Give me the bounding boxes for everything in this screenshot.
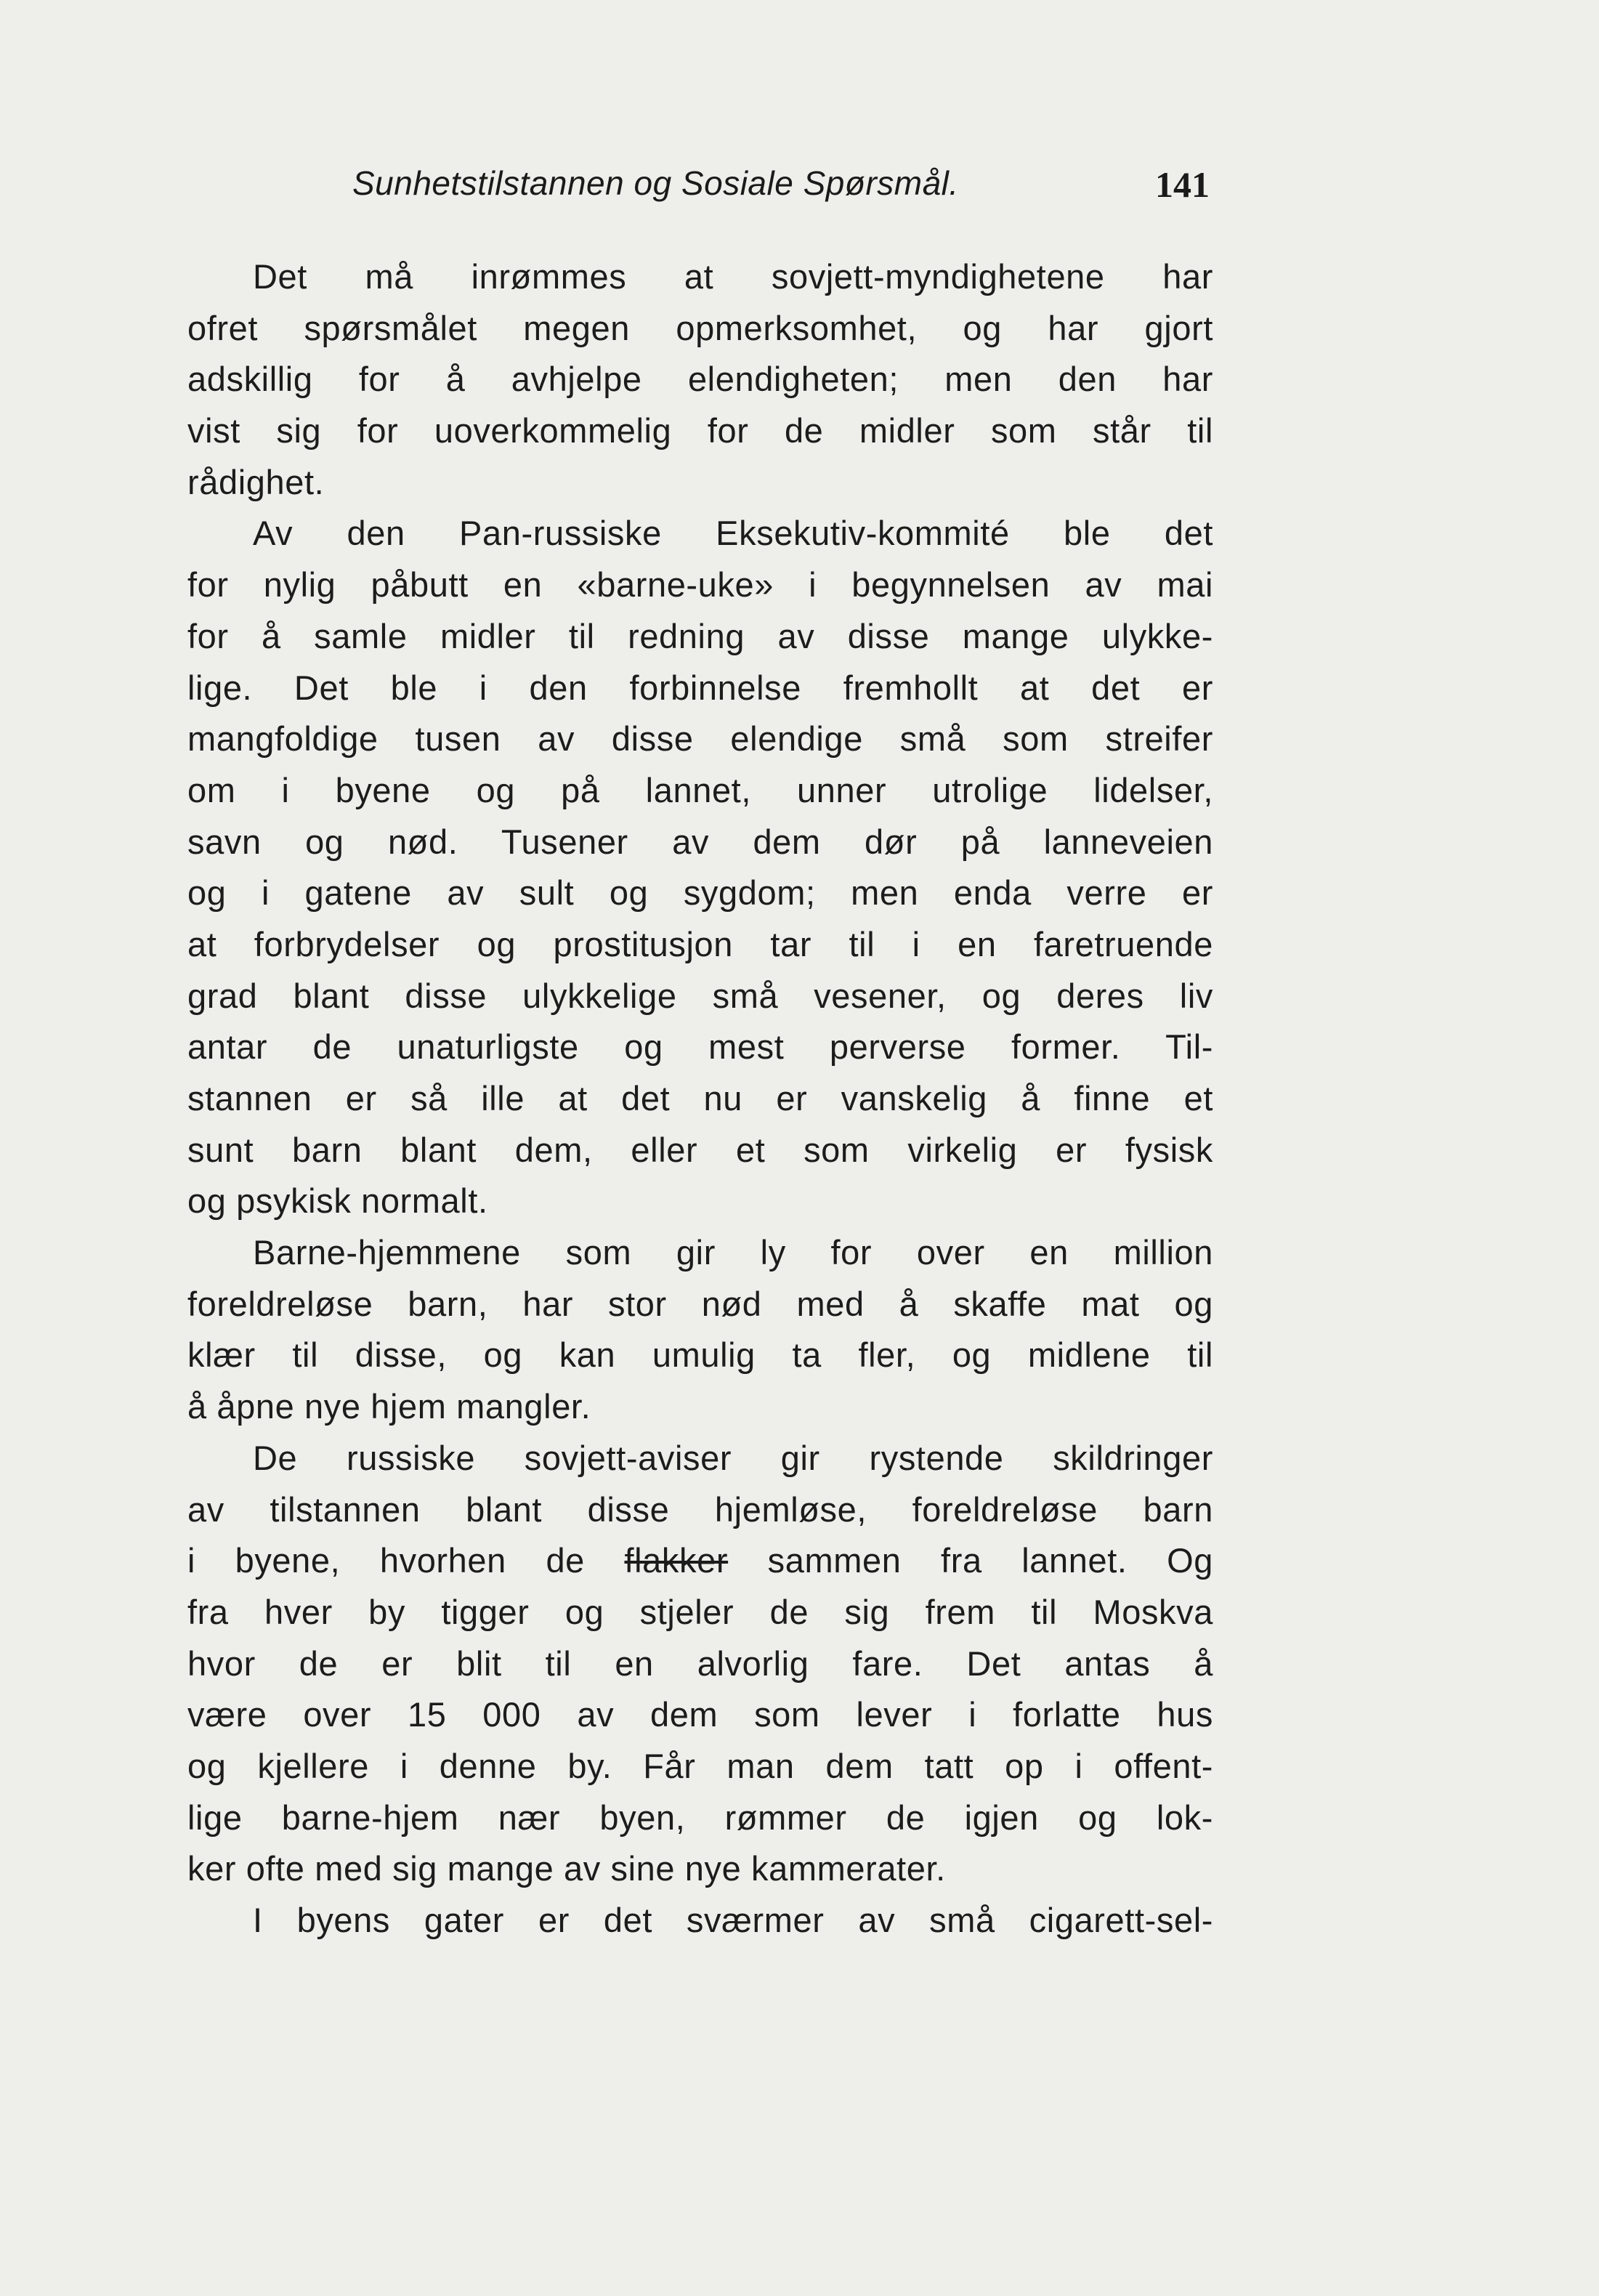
text-line: av tilstannen blant disse hjemløse, foreldreløse barn (187, 1489, 1213, 1529)
text-line: stannen er så ille at det nu er vanskelig å finne et (187, 1079, 1213, 1117)
text-line: Av den Pan-russiske Eksekutiv-kommité ble det (253, 514, 1213, 553)
running-head (352, 163, 1217, 214)
text-line: hvor de er blit til en alvorlig fare. Det antas å (187, 1644, 1213, 1683)
struck-word: flakker (624, 1541, 729, 1580)
text-line: å åpne nye hjem mangler. (187, 1387, 591, 1426)
text-line: savn og nød. Tusener av dem dør på lanneveien (187, 822, 1213, 861)
text-line: rådighet. (187, 462, 325, 501)
text-line: mangfoldige tusen av disse elendige små som streifer (187, 719, 1213, 759)
text-line: De russiske sovjett-aviser gir rystende skildringer (253, 1438, 1213, 1477)
text-line: foreldreløse barn, har stor nød med å skaffe mat og (187, 1284, 1213, 1323)
line-segment: sammen fra lannet. Og (728, 1541, 1213, 1580)
text-line: fra hver by tigger og stjeler de sig frem til Moskva (187, 1592, 1213, 1631)
text-line: og i gatene av sult og sygdom; men enda verre er (187, 873, 1213, 913)
text-line (187, 1535, 1213, 1587)
text-line: lige barne-hjem nær byen, rømmer de igjen og lok- (187, 1798, 1213, 1837)
page-number: 141 (1155, 164, 1210, 205)
line-segment: i byene, hvorhen de (187, 1541, 625, 1580)
text-line: Barne-hjemmene som gir ly for over en million (253, 1233, 1213, 1272)
text-line: Det må inrømmes at sovjett-myndighetene har (253, 257, 1213, 296)
body-text (187, 251, 1213, 1947)
text-line: for å samle midler til redning av disse mange ulykke- (187, 616, 1213, 655)
text-line: vist sig for uoverkommelig for de midler som står til (187, 411, 1213, 450)
text-line: og psykisk normalt. (187, 1181, 488, 1221)
text-line: sunt barn blant dem, eller et som virkelig er fysisk (187, 1130, 1213, 1169)
text-line: at forbrydelser og prostitusjon tar til i en faretruende (187, 924, 1213, 963)
text-line: klær til disse, og kan umulig ta fler, og midlene til (187, 1335, 1213, 1375)
text-line: om i byene og på lannet, unner utrolige lidelser, (187, 770, 1213, 809)
text-line: antar de unaturligste og mest perverse former. Til- (187, 1027, 1213, 1067)
text-line: for nylig påbutt en «barne-uke» i begynnelsen av mai (187, 565, 1213, 605)
text-line: være over 15 000 av dem som lever i forlatte hus (187, 1695, 1213, 1734)
text-line: I byens gater er det sværmer av små cigarett-sel- (253, 1901, 1213, 1939)
text-line: adskillig for å avhjelpe elendigheten; men den har (187, 360, 1213, 399)
text-line: ofret spørsmålet megen opmerksomhet, og har gjort (187, 308, 1213, 347)
text-line: lige. Det ble i den forbinnelse fremhollt at det er (187, 668, 1213, 707)
text-line: og kjellere i denne by. Får man dem tatt op i offent- (187, 1746, 1213, 1785)
text-line: grad blant disse ulykkelige små vesener, og deres liv (187, 976, 1213, 1015)
running-title: Sunhetstilstannen og Sosiale Spørsmål. (352, 164, 959, 202)
text-line: ker ofte med sig mange av sine nye kammerater. (187, 1849, 946, 1888)
